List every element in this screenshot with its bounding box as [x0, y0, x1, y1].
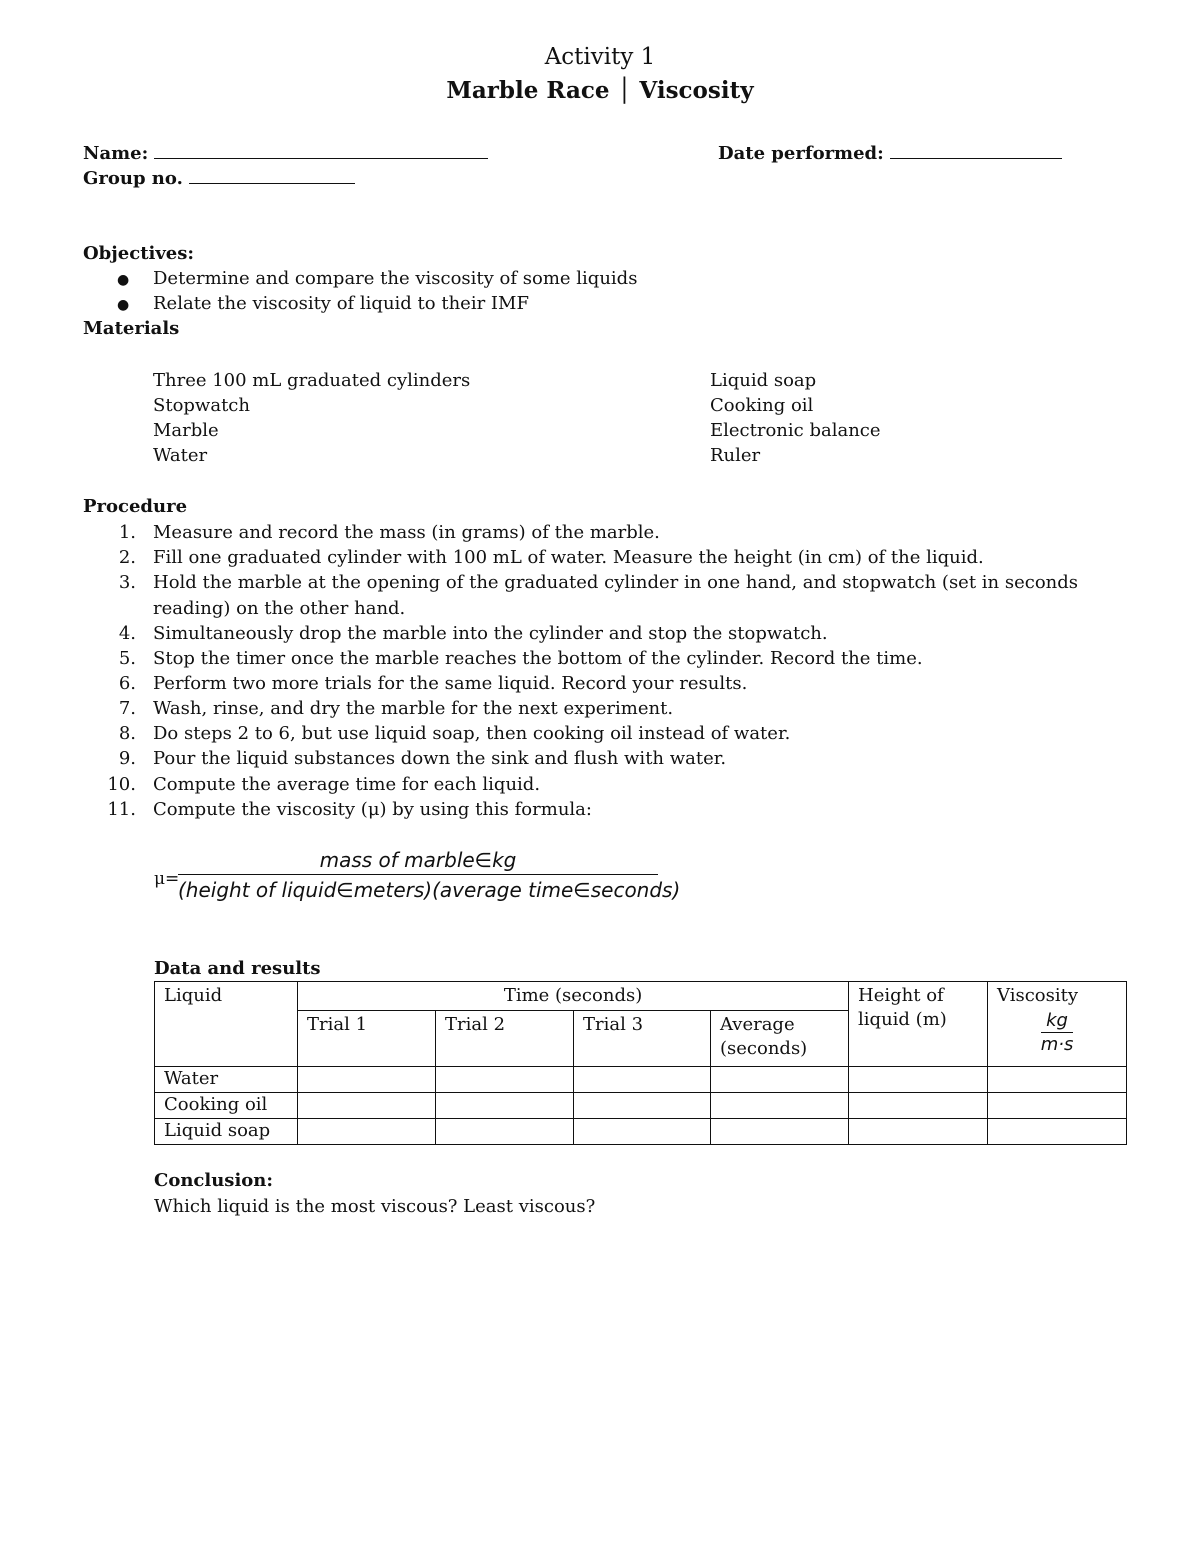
step-number: 2. [118, 547, 136, 568]
procedure-step [100, 522, 660, 543]
table-cell[interactable] [574, 1093, 711, 1119]
name-blank[interactable] [154, 142, 488, 159]
objective-item [117, 268, 638, 289]
table-cell[interactable] [988, 1093, 1127, 1119]
page-title: Activity 1 [544, 44, 656, 70]
objective-text: Determine and compare the viscosity of some liquids [153, 268, 638, 289]
data-results-heading: Data and results [154, 958, 321, 979]
table-cell[interactable] [436, 1093, 574, 1119]
procedure-step [100, 774, 541, 795]
procedure-step [100, 748, 727, 769]
viscosity-unit [997, 1008, 1117, 1057]
objective-text: Relate the viscosity of liquid to their IMF [153, 293, 529, 314]
unit-denominator: m·s [1040, 1034, 1074, 1055]
table-row [155, 1119, 1127, 1145]
procedure-step [100, 673, 748, 694]
step-number: 9. [118, 748, 136, 769]
formula-fraction-bar [178, 874, 658, 875]
header-trial-2: Trial 2 [436, 1011, 574, 1067]
header-trial-1: Trial 1 [298, 1011, 436, 1067]
material-item: Cooking oil [710, 395, 814, 416]
group-blank[interactable] [189, 167, 355, 184]
table-cell[interactable] [849, 1119, 988, 1145]
material-item: Water [153, 445, 208, 466]
results-table [154, 981, 1127, 1145]
step-number: 3. [118, 572, 136, 593]
header-liquid: Liquid [155, 982, 298, 1067]
header-time: Time (seconds) [298, 982, 849, 1011]
step-text: Measure and record the mass (in grams) of the marble. [153, 522, 660, 543]
step-number: 6. [118, 673, 136, 694]
material-item: Three 100 mL graduated cylinders [153, 370, 471, 391]
procedure-step [100, 623, 828, 644]
procedure-heading: Procedure [83, 496, 188, 517]
materials-heading: Materials [83, 318, 180, 339]
row-label-liquid-soap: Liquid soap [155, 1119, 298, 1145]
material-item: Liquid soap [710, 370, 817, 391]
table-cell[interactable] [711, 1067, 849, 1093]
group-field[interactable] [83, 167, 355, 189]
step-text: Pour the liquid substances down the sink and flush with water. [153, 748, 727, 769]
material-item: Electronic balance [710, 420, 881, 441]
date-label: Date performed: [718, 143, 884, 164]
step-text: Simultaneously drop the marble into the cylinder and stop the stopwatch. [153, 623, 828, 644]
header-trial-3: Trial 3 [574, 1011, 711, 1067]
material-item: Ruler [710, 445, 761, 466]
step-number: 8. [118, 723, 136, 744]
viscosity-label: Viscosity [997, 985, 1079, 1006]
formula-lhs: μ= [154, 869, 180, 889]
table-cell[interactable] [849, 1093, 988, 1119]
step-number: 4. [118, 623, 136, 644]
table-cell[interactable] [436, 1119, 574, 1145]
objective-item [117, 293, 529, 314]
header-height: Height of liquid (m) [849, 982, 988, 1067]
step-text: Do steps 2 to 6, but use liquid soap, then cooking oil instead of water. [153, 723, 791, 744]
bullet-icon: ● [117, 272, 130, 288]
material-item: Stopwatch [153, 395, 250, 416]
step-number: 7. [118, 698, 136, 719]
date-field[interactable] [718, 142, 1062, 164]
table-cell[interactable] [988, 1119, 1127, 1145]
step-text-continued: reading) on the other hand. [153, 598, 406, 619]
formula-denominator: (height of liquid∈meters)(average time∈seconds) [178, 878, 681, 902]
row-label-cooking-oil: Cooking oil [155, 1093, 298, 1119]
material-item: Marble [153, 420, 219, 441]
table-cell[interactable] [988, 1067, 1127, 1093]
table-cell[interactable] [574, 1119, 711, 1145]
procedure-step [100, 547, 984, 568]
group-label: Group no. [83, 168, 183, 189]
table-row [155, 1067, 1127, 1093]
step-text: Perform two more trials for the same liquid. Record your results. [153, 673, 748, 694]
step-text: Compute the viscosity (μ) by using this formula: [153, 799, 592, 820]
table-row [155, 1093, 1127, 1119]
conclusion-question: Which liquid is the most viscous? Least viscous? [154, 1196, 596, 1217]
table-cell[interactable] [436, 1067, 574, 1093]
header-viscosity [988, 982, 1127, 1067]
table-cell[interactable] [711, 1093, 849, 1119]
step-text: Compute the average time for each liquid. [153, 774, 541, 795]
unit-fraction [1041, 1010, 1074, 1057]
procedure-step [100, 723, 791, 744]
step-number: 1. [118, 522, 136, 543]
page-subtitle: Marble Race │ Viscosity [446, 77, 754, 104]
unit-numerator: kg [1041, 1010, 1074, 1033]
formula-numerator: mass of marble∈kg [319, 848, 517, 872]
name-label: Name: [83, 143, 149, 164]
table-cell[interactable] [298, 1067, 436, 1093]
step-number: 10. [107, 774, 136, 795]
table-cell[interactable] [298, 1119, 436, 1145]
table-cell[interactable] [711, 1119, 849, 1145]
objectives-heading: Objectives: [83, 243, 195, 264]
step-text: Hold the marble at the opening of the graduated cylinder in one hand, and stopwatch (set in seconds [153, 572, 1079, 593]
procedure-step [100, 648, 923, 669]
procedure-step [100, 698, 674, 719]
table-cell[interactable] [298, 1093, 436, 1119]
bullet-icon: ● [117, 297, 130, 313]
procedure-step [100, 572, 1079, 593]
table-cell[interactable] [849, 1067, 988, 1093]
procedure-step [100, 799, 592, 820]
row-label-water: Water [155, 1067, 298, 1093]
step-text: Fill one graduated cylinder with 100 mL of water. Measure the height (in cm) of the liquid. [153, 547, 984, 568]
conclusion-heading: Conclusion: [154, 1170, 274, 1191]
step-text: Wash, rinse, and dry the marble for the next experiment. [153, 698, 674, 719]
step-number: 11. [107, 799, 136, 820]
name-field[interactable] [83, 142, 488, 164]
step-text: Stop the timer once the marble reaches the bottom of the cylinder. Record the time. [153, 648, 923, 669]
step-number: 5. [118, 648, 136, 669]
table-cell[interactable] [574, 1067, 711, 1093]
header-average: Average (seconds) [711, 1011, 849, 1067]
date-blank[interactable] [890, 142, 1062, 159]
